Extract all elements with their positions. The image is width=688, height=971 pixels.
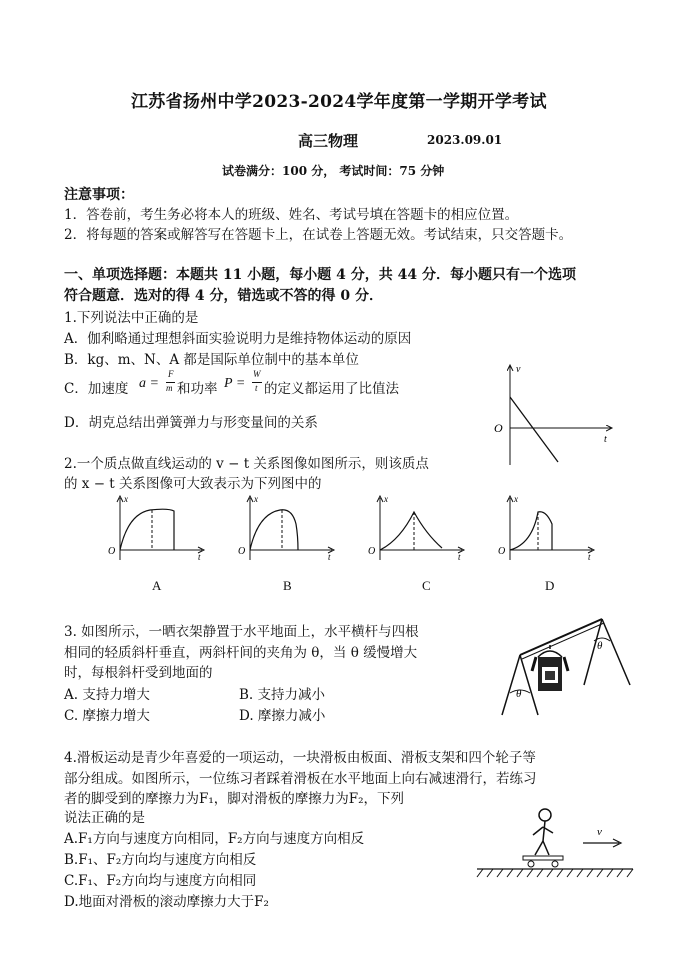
choice-label-b: B [283,578,292,593]
q3-option-b: B. 支持力减小 [239,687,326,703]
section-heading: 一、单项选择题：本题共 11 小题，每小题 4 分，共 44 分．每小题只有一个选项 [64,267,576,283]
choice-label-c: C [422,578,431,593]
formula-p-den: t [255,383,258,393]
q1-option-d: D．胡克总结出弹簧弹力与形变量间的关系 [64,415,318,431]
skateboard-deck [523,856,563,860]
q4-option-b: B.F₁、F₂方向均与速度方向相反 [64,852,257,868]
xt-graph-b [240,494,340,564]
q4-option-c: C.F₁、F₂方向均与速度方向相同 [64,873,257,889]
xt-curve-d [510,512,552,550]
svg-text:O: O [238,546,246,557]
q1-option-c-suffix: 的定义都运用了比值法 [264,381,399,397]
formula-p-lhs: P = [224,376,246,391]
section-heading-cont: 符合题意．选对的得 4 分，错选或不答的得 0 分． [64,288,383,304]
subject-title: 高三物理 [298,132,359,150]
q3-stem-line1: 3. 如图所示，一晒衣架静置于水平地面上，水平横杆与四根 [64,624,419,640]
svg-text:O: O [108,546,116,557]
choice-label-d: D [545,578,555,593]
vt-graph [490,360,620,470]
xt-curve-a [120,509,174,550]
q4-option-d: D.地面对滑板的滚动摩擦力大于F₂ [64,894,269,910]
left-leg-back [502,655,520,715]
q3-stem-line3: 时，每根斜杆受到地面的 [64,665,213,681]
note-item: 2．将每题的答案或解答写在答题卡上，在试卷上答题无效。考试结束，只交答题卡。 [64,227,573,243]
svg-text:O: O [498,546,506,557]
xt-curve-b [250,510,298,550]
top-bar [520,619,602,655]
q1-option-c [64,377,128,397]
formula-a-num: F [168,369,174,379]
q2-stem-line1: 2.一个质点做直线运动的 v − t 关系图像如图所示，则该质点 [64,456,429,472]
wheel-icon [552,861,558,867]
velocity-label: v [597,826,602,838]
q2-stem-line2: 的 x − t 关系图像可大致表示为下列图中的 [64,476,322,492]
q4-stem-line2: 部分组成。如图所示，一位练习者踩着滑板在水平地面上向右减速滑行，若练习 [64,771,537,787]
head-icon [539,809,551,821]
svg-text:t: t [588,552,591,562]
angle-label-right: θ [597,640,603,652]
svg-text:t: t [328,552,331,562]
notes-heading: 注意事项： [64,187,134,203]
svg-text:O: O [368,546,376,557]
svg-text:t: t [198,552,201,562]
q1-stem: 1.下列说法中正确的是 [64,310,199,326]
xt-curve-c [380,512,442,550]
svg-text:x: x [514,494,518,504]
angle-label-left: θ [516,688,522,700]
xt-graph-a [110,494,210,564]
vt-line [510,397,558,462]
choice-label-a: A [152,578,162,593]
q4-option-a: A.F₁方向与速度方向相同，F₂方向与速度方向相反 [64,831,365,847]
right-leg-front [602,619,630,685]
svg-text:x: x [124,494,128,504]
q1-option-c-mid: 和功率 [177,381,218,397]
formula-a-den: m [166,383,173,393]
q3-stem-line2: 相同的轻质斜杆垂直，两斜杆间的夹角为 θ，当 θ 缓慢增大 [64,645,418,661]
xt-graph-d [500,494,600,564]
formula-a-lhs: a = [139,376,159,391]
hanger-icon [538,645,562,657]
svg-text:t: t [458,552,461,562]
svg-text:x: x [384,494,388,504]
q3-option-a: A. 支持力增大 [64,687,150,703]
v-axis-label: v [516,364,521,375]
q4-stem-line4: 说法正确的是 [64,810,145,826]
q4-stem-line1: 4.滑板运动是青少年喜爱的一项运动，一块滑板由板面、滑板支架和四个轮子等 [64,750,536,766]
xt-graph-c [370,494,470,564]
origin-label: O [494,421,503,435]
q4-stem-line3: 者的脚受到的摩擦力为F₁，脚对滑板的摩擦力为F₂，下列 [64,791,405,807]
note-item: 1．答卷前，考生务必将本人的班级、姓名、考试号填在答题卡的相应位置。 [64,207,519,223]
drying-rack-figure [480,615,640,730]
right-leg-back [584,619,602,685]
skateboard-figure [475,805,635,885]
formula-p-num: W [253,369,261,379]
exam-title: 江苏省扬州中学2023-2024学年度第一学期开学考试 [131,92,547,112]
exam-info: 试卷满分：100 分， 考试时间：75 分钟 [222,164,445,178]
q3-option-d: D. 摩擦力减小 [239,708,326,724]
q1-option-c-prefix: C．加速度 [64,381,129,397]
exam-date: 2023.09.01 [427,133,503,147]
q1-option-b: B．kg、m、N、A 都是国际单位制中的基本单位 [64,352,359,368]
q1-option-a: A．伽利略通过理想斜面实验说明力是维持物体运动的原因 [64,331,412,347]
wheel-icon [528,861,534,867]
t-axis-label: t [604,434,607,445]
svg-text:x: x [254,494,258,504]
q3-option-c: C. 摩擦力增大 [64,708,150,724]
